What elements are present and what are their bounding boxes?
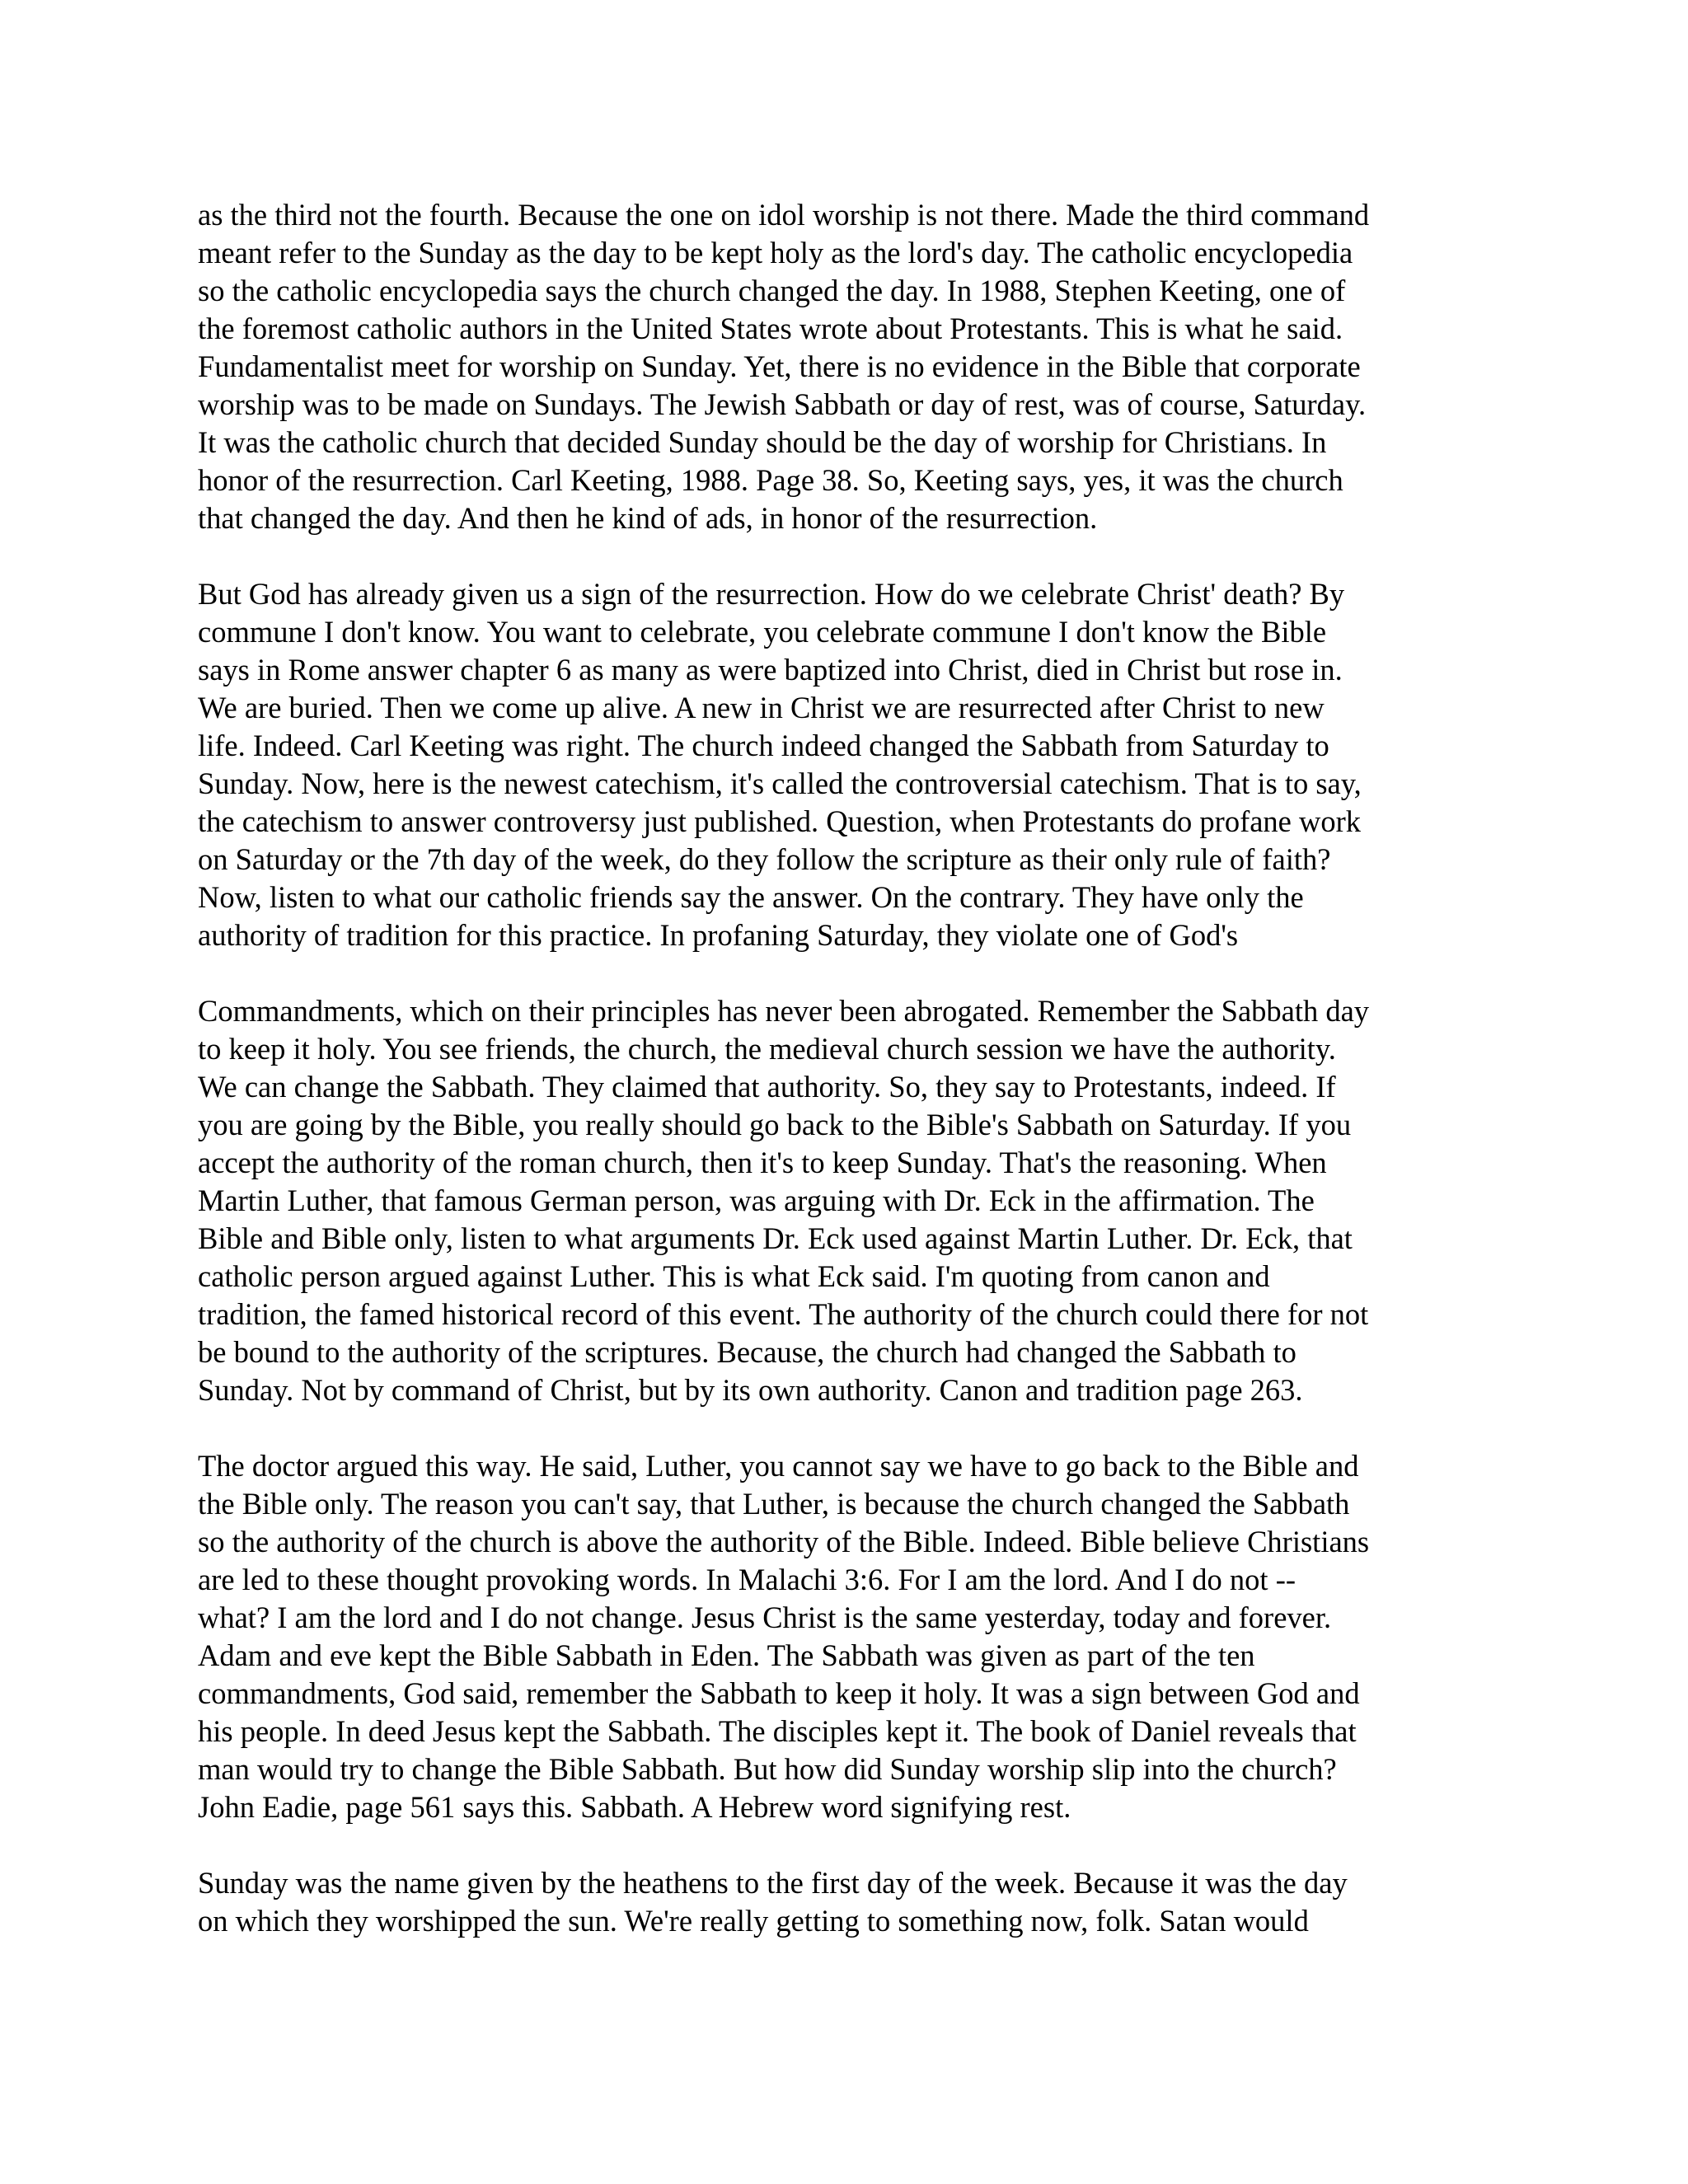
paragraph (198, 1864, 1484, 1940)
text-line: honor of the resurrection. Carl Keeting, 1988. Page 38. So, Keeting says, yes, it was the church (198, 463, 1343, 497)
text-line: Bible and Bible only, listen to what arguments Dr. Eck used against Martin Luther. Dr. Eck, that (198, 1221, 1353, 1255)
text-line: the catechism to answer controversy just published. Question, when Protestants do profane work (198, 804, 1362, 838)
text-line: Sunday was the name given by the heathens to the first day of the week. Because it was the day (198, 1866, 1348, 1900)
text-line: so the authority of the church is above the authority of the Bible. Indeed. Bible believe Christians (198, 1525, 1370, 1558)
text-line: meant refer to the Sunday as the day to be kept holy as the lord's day. The catholic encyclopedia (198, 236, 1353, 269)
text-line: tradition, the famed historical record of this event. The authority of the church could there for not (198, 1297, 1369, 1331)
text-line: on Saturday or the 7th day of the week, do they follow the scripture as their only rule of faith? (198, 842, 1331, 876)
text-line: John Eadie, page 561 says this. Sabbath. A Hebrew word signifying rest. (198, 1790, 1071, 1824)
paragraph (198, 992, 1484, 1409)
text-line: Commandments, which on their principles has never been abrogated. Remember the Sabbath day (198, 994, 1370, 1028)
text-line: catholic person argued against Luther. This is what Eck said. I'm quoting from canon and (198, 1259, 1270, 1293)
text-line: commune I don't know. You want to celebrate, you celebrate commune I don't know the Bible (198, 615, 1327, 649)
text-line: the foremost catholic authors in the United States wrote about Protestants. This is what he said. (198, 312, 1343, 345)
text-line: worship was to be made on Sundays. The Jewish Sabbath or day of rest, was of course, Saturday. (198, 387, 1367, 421)
text-line: Sunday. Not by command of Christ, but by its own authority. Canon and tradition page 263. (198, 1373, 1303, 1407)
text-line: Now, listen to what our catholic friends say the answer. On the contrary. They have only the (198, 880, 1304, 914)
text-line: authority of tradition for this practice. In profaning Saturday, they violate one of God's (198, 918, 1239, 952)
text-line: The doctor argued this way. He said, Luther, you cannot say we have to go back to the Bible and (198, 1449, 1359, 1483)
text-line: We are buried. Then we come up alive. A new in Christ we are resurrected after Christ to new (198, 691, 1325, 724)
text-line: But God has already given us a sign of the resurrection. How do we celebrate Christ' death? By (198, 577, 1345, 611)
paragraph (198, 196, 1484, 537)
text-line: that changed the day. And then he kind of ads, in honor of the resurrection. (198, 501, 1098, 535)
text-line: be bound to the authority of the scriptures. Because, the church had changed the Sabbath to (198, 1335, 1296, 1369)
text-line: his people. In deed Jesus kept the Sabbath. The disciples kept it. The book of Daniel reveals that (198, 1714, 1357, 1748)
text-line: to keep it holy. You see friends, the church, the medieval church session we have the authority. (198, 1032, 1336, 1066)
paragraph-spacer (198, 1409, 1484, 1447)
text-line: as the third not the fourth. Because the one on idol worship is not there. Made the third command (198, 198, 1370, 232)
text-line: commandments, God said, remember the Sabbath to keep it holy. It was a sign between God and (198, 1676, 1360, 1710)
text-line: are led to these thought provoking words. In Malachi 3:6. For I am the lord. And I do not -- (198, 1563, 1296, 1596)
paragraph (198, 1447, 1484, 1826)
text-line: Adam and eve kept the Bible Sabbath in Eden. The Sabbath was given as part of the ten (198, 1638, 1255, 1672)
text-line: the Bible only. The reason you can't say, that Luther, is because the church changed the Sabbath (198, 1487, 1350, 1521)
paragraph-spacer (198, 954, 1484, 992)
text-line: on which they worshipped the sun. We're really getting to something now, folk. Satan would (198, 1904, 1309, 1938)
text-line: life. Indeed. Carl Keeting was right. The church indeed changed the Sabbath from Saturday to (198, 729, 1329, 762)
paragraph-spacer (198, 537, 1484, 575)
text-line: Fundamentalist meet for worship on Sunday. Yet, there is no evidence in the Bible that corporate (198, 349, 1361, 383)
text-line: you are going by the Bible, you really should go back to the Bible's Sabbath on Saturday. If you (198, 1108, 1352, 1141)
paragraph (198, 575, 1484, 954)
text-line: man would try to change the Bible Sabbath. But how did Sunday worship slip into the church? (198, 1752, 1337, 1786)
paragraph-spacer (198, 1826, 1484, 1864)
text-line: Martin Luther, that famous German person, was arguing with Dr. Eck in the affirmation. The (198, 1183, 1315, 1217)
text-line: says in Rome answer chapter 6 as many as were baptized into Christ, died in Christ but rose in. (198, 653, 1343, 687)
text-line: so the catholic encyclopedia says the church changed the day. In 1988, Stephen Keeting, one of (198, 274, 1346, 307)
text-line: We can change the Sabbath. They claimed that authority. So, they say to Protestants, indeed. If (198, 1070, 1336, 1104)
text-line: It was the catholic church that decided Sunday should be the day of worship for Christians. In (198, 425, 1327, 459)
text-line: what? I am the lord and I do not change. Jesus Christ is the same yesterday, today and forever. (198, 1601, 1332, 1634)
text-line: accept the authority of the roman church, then it's to keep Sunday. That's the reasoning. When (198, 1146, 1327, 1179)
text-line: Sunday. Now, here is the newest catechism, it's called the controversial catechism. That is to say, (198, 766, 1362, 800)
document-body (198, 196, 1484, 1940)
